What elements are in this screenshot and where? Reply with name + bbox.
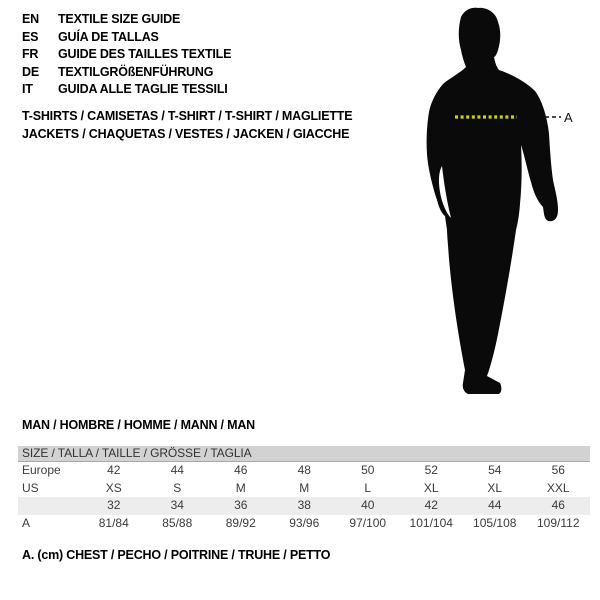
footnote-chest: A. (cm) CHEST / PECHO / POITRINE / TRUHE / PETTO <box>22 548 331 562</box>
size-value: 48 <box>297 463 311 477</box>
size-table-header: SIZE / TALLA / TAILLE / GRÖSSE / TAGLIA <box>18 446 590 462</box>
row-label: US <box>22 480 39 495</box>
table-row <box>18 462 590 480</box>
language-label: TEXTILGRÖßENFÜHRUNG <box>58 64 214 79</box>
row-label: Europe <box>22 463 61 477</box>
language-label: GUIDE DES TAILLES TEXTILE <box>58 47 232 62</box>
size-value: 101/104 <box>409 515 453 530</box>
size-value: 85/88 <box>162 515 193 530</box>
size-value: 52 <box>424 463 438 477</box>
language-code: ES <box>22 29 39 44</box>
size-value: 40 <box>361 498 375 512</box>
size-value: 97/100 <box>349 515 387 530</box>
size-value: 32 <box>107 498 121 512</box>
category-line-tshirts: T-SHIRTS / CAMISETAS / T-SHIRT / T-SHIRT / MAGLIETTE <box>22 109 353 123</box>
table-row <box>18 480 590 498</box>
size-value: 42 <box>107 463 121 477</box>
size-value: 46 <box>551 498 565 512</box>
size-value: 109/112 <box>537 515 580 530</box>
size-value: S <box>173 480 182 495</box>
category-line-jackets: JACKETS / CHAQUETAS / VESTES / JACKEN / GIACCHE <box>22 127 350 141</box>
language-list <box>22 11 231 99</box>
size-value: 42 <box>424 498 438 512</box>
man-silhouette <box>408 4 578 396</box>
size-value: 34 <box>170 498 184 512</box>
size-value: 38 <box>297 498 311 512</box>
size-value: 44 <box>488 498 502 512</box>
table-row <box>18 497 590 515</box>
size-value: XL <box>487 480 503 495</box>
language-row <box>22 11 231 29</box>
language-code: IT <box>22 82 33 97</box>
size-value: XS <box>105 480 122 495</box>
size-value: 89/92 <box>225 515 256 530</box>
language-code: FR <box>22 47 39 62</box>
size-value: 50 <box>361 463 375 477</box>
size-table-body <box>18 462 590 532</box>
language-row <box>22 46 231 64</box>
size-value: 93/96 <box>289 515 320 530</box>
language-row <box>22 81 231 99</box>
size-value: L <box>364 480 372 495</box>
row-label <box>18 497 82 515</box>
section-title-man: MAN / HOMBRE / HOMME / MANN / MAN <box>22 418 255 432</box>
size-value: 105/108 <box>473 515 517 530</box>
measure-label-a: A <box>564 110 573 125</box>
language-label: TEXTILE SIZE GUIDE <box>58 12 181 26</box>
language-code: EN <box>22 12 39 26</box>
size-value: M <box>299 480 310 495</box>
size-value: M <box>235 480 246 495</box>
size-value: XL <box>423 480 439 495</box>
language-row <box>22 64 231 82</box>
size-value: 44 <box>170 463 184 477</box>
language-code: DE <box>22 64 39 79</box>
row-label: A <box>22 515 31 530</box>
language-label: GUÍA DE TALLAS <box>58 29 159 44</box>
size-value: 36 <box>234 498 248 512</box>
size-value: 56 <box>551 463 565 477</box>
size-table <box>18 446 590 532</box>
category-lines <box>22 107 352 143</box>
table-row <box>18 515 590 533</box>
size-value: XXL <box>546 480 570 495</box>
language-row <box>22 29 231 47</box>
size-value: 46 <box>234 463 248 477</box>
language-label: GUIDA ALLE TAGLIE TESSILI <box>58 82 228 97</box>
size-value: 81/84 <box>98 515 129 530</box>
size-value: 54 <box>488 463 502 477</box>
